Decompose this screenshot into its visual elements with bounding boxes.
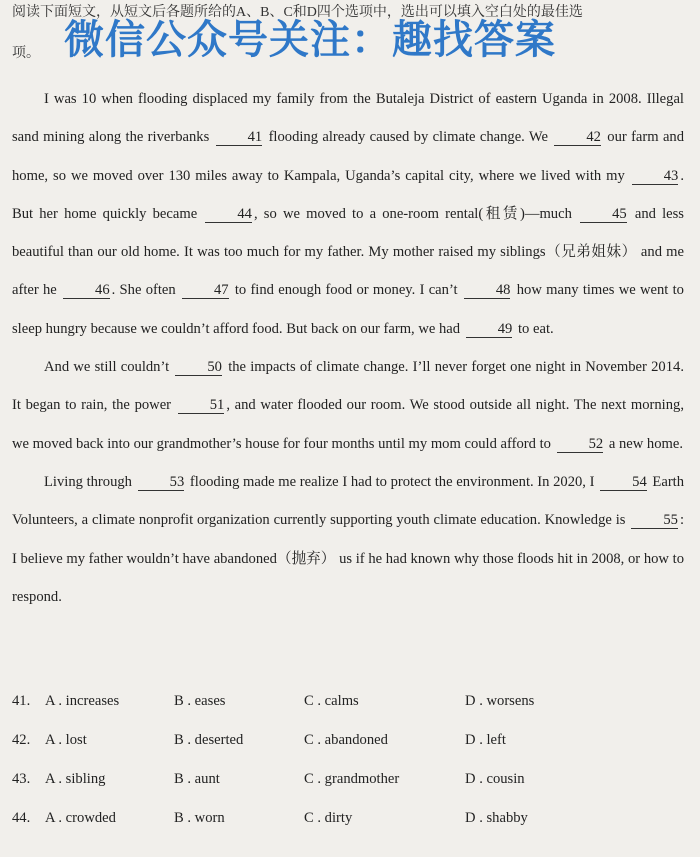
option-a[interactable]: A . increases bbox=[45, 693, 120, 709]
option-b[interactable]: B . aunt bbox=[174, 771, 220, 787]
passage-text: a new home. bbox=[608, 435, 684, 452]
blank-43: 43 bbox=[632, 168, 679, 185]
option-d[interactable]: D . cousin bbox=[465, 771, 525, 787]
question-number: 42. bbox=[12, 732, 31, 748]
passage-text: to eat. bbox=[518, 320, 554, 337]
option-a[interactable]: A . crowded bbox=[45, 810, 116, 826]
blank-48: 48 bbox=[464, 282, 511, 299]
blank-44: 44 bbox=[205, 206, 252, 223]
question-number: 43. bbox=[12, 771, 31, 787]
option-b[interactable]: B . eases bbox=[174, 693, 226, 709]
passage-text: . She often bbox=[111, 282, 176, 299]
cloze-passage bbox=[12, 80, 684, 616]
option-b[interactable]: B . deserted bbox=[174, 732, 244, 748]
passage-text: flooding already caused by climate change. We bbox=[268, 129, 548, 146]
blank-53: 53 bbox=[138, 474, 185, 491]
blank-54: 54 bbox=[600, 474, 647, 491]
passage-text: the impacts of climate change. I’ll never forget one night in November 2014. It began to rain, the power bbox=[12, 359, 684, 414]
option-a[interactable]: A . lost bbox=[45, 732, 87, 748]
passage-text: Earth Volunteers, a climate nonprofit organization currently supporting youth climate education. Knowledge is bbox=[12, 473, 685, 529]
paragraph-1 bbox=[12, 80, 684, 348]
blank-55: 55 bbox=[631, 512, 678, 529]
instruction-line-1: 阅读下面短文，从短文后各题所给的A、B、C和D四个选项中，选出可以填入空白处的最佳选 bbox=[12, 5, 583, 20]
blank-51: 51 bbox=[178, 397, 225, 414]
paragraph-2 bbox=[12, 348, 684, 463]
passage-text: our farm and home, so we moved over 130 miles away to Kampala, Uganda’s capital city, where we lived with my bbox=[12, 129, 685, 184]
option-a[interactable]: A . sibling bbox=[45, 771, 106, 787]
question-number: 41. bbox=[12, 693, 31, 709]
paragraph-3 bbox=[12, 463, 684, 616]
blank-50: 50 bbox=[175, 359, 222, 376]
passage-text: and less beautiful than our old home. It was too much for my father. My mother raised my siblings（兄弟姐妹） and me after he bbox=[12, 205, 684, 299]
option-c[interactable]: C . calms bbox=[304, 693, 359, 709]
passage-text: flooding made me realize I had to protect the environment. In 2020, I bbox=[189, 473, 595, 490]
blank-46: 46 bbox=[63, 282, 110, 299]
passage-text: , and water flooded our room. We stood outside all night. The next morning, we moved back into our grandmother’s house for four months until my mom could afford to bbox=[12, 397, 684, 452]
passage-text: : I believe my father wouldn’t have abandoned（抛弃） us if he had known why those floods hit in 2008, or how to respond. bbox=[12, 512, 684, 605]
option-c[interactable]: C . dirty bbox=[304, 810, 353, 826]
question-row-42 bbox=[12, 732, 684, 771]
blank-52: 52 bbox=[557, 436, 604, 453]
question-row-44 bbox=[12, 810, 684, 849]
option-d[interactable]: D . worsens bbox=[465, 693, 535, 709]
question-options bbox=[12, 693, 684, 849]
option-c[interactable]: C . abandoned bbox=[304, 732, 388, 748]
passage-text: I was 10 when flooding displaced my family from the Butaleja District of eastern Uganda in 2008. Illegal sand mining along the riverbanks bbox=[12, 91, 684, 146]
blank-49: 49 bbox=[466, 321, 513, 338]
question-row-41 bbox=[12, 693, 684, 732]
question-number: 44. bbox=[12, 810, 31, 826]
question-row-43 bbox=[12, 771, 684, 810]
blank-45: 45 bbox=[580, 206, 627, 223]
instruction-line-2: 项。 bbox=[12, 46, 40, 61]
blank-47: 47 bbox=[182, 282, 229, 299]
option-c[interactable]: C . grandmother bbox=[304, 771, 400, 787]
passage-text: Living through bbox=[44, 473, 132, 490]
passage-text: . But her home quickly became bbox=[12, 167, 684, 222]
watermark-banner: 微信公众号关注：趣找答案 bbox=[64, 17, 556, 63]
passage-text: to find enough food or money. I can’t bbox=[234, 282, 458, 299]
blank-42: 42 bbox=[554, 129, 601, 146]
blank-41: 41 bbox=[216, 129, 263, 146]
passage-text: how many times we went to sleep hungry because we couldn’t afford food. But back on our farm, we had bbox=[12, 282, 684, 337]
option-d[interactable]: D . shabby bbox=[465, 810, 528, 826]
option-b[interactable]: B . worn bbox=[174, 810, 225, 826]
passage-text: And we still couldn’t bbox=[44, 359, 170, 376]
passage-text: , so we moved to a one-room rental(租赁)—much bbox=[253, 205, 572, 222]
option-d[interactable]: D . left bbox=[465, 732, 506, 748]
